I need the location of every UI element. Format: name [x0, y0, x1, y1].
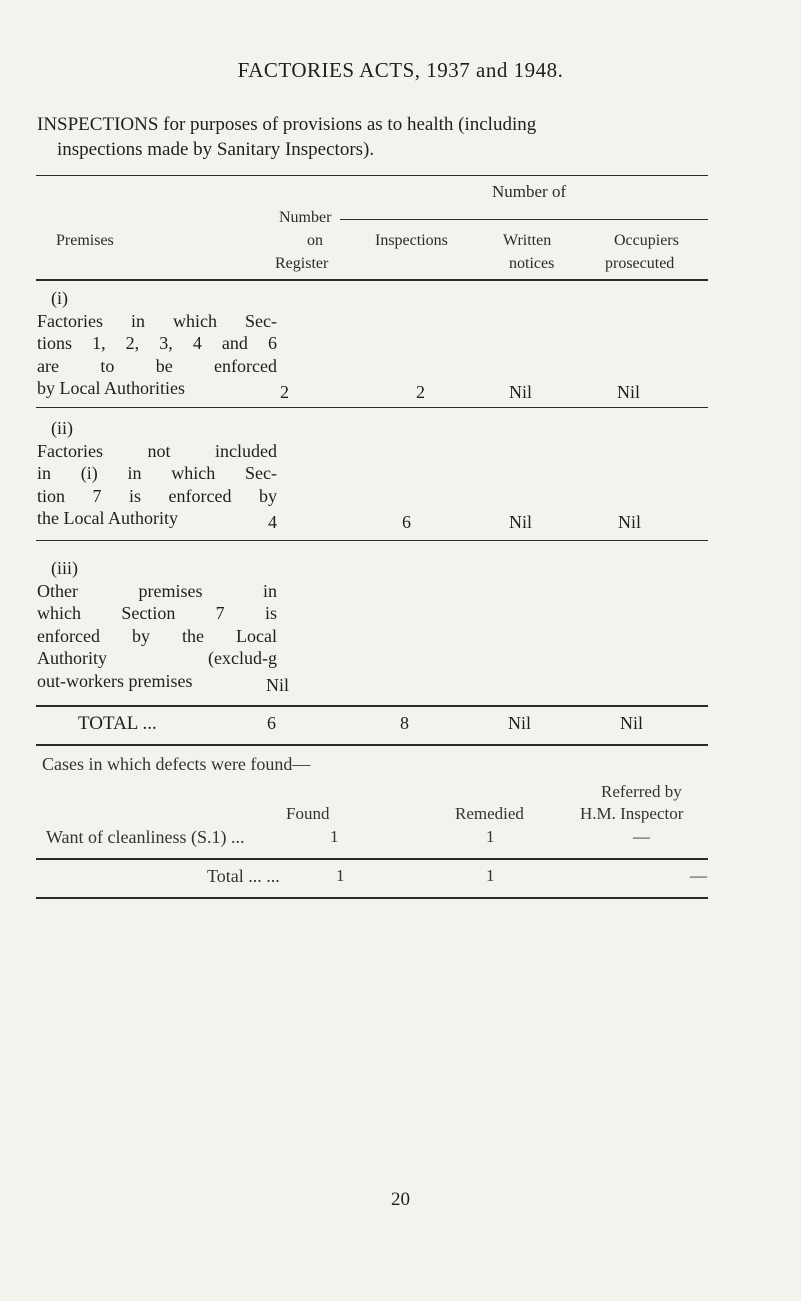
header-register: Register	[275, 255, 329, 272]
row-3-number: (iii)	[51, 558, 78, 578]
defects-total-referred: —	[690, 866, 707, 885]
defects-row-found: 1	[330, 827, 339, 846]
row-1-label-line: tions 1, 2, 3, 4 and 6	[37, 333, 277, 353]
row-2-rule	[36, 540, 708, 541]
header-prosecuted: prosecuted	[605, 255, 675, 272]
row-1-number: (i)	[51, 288, 68, 308]
total-notices: Nil	[508, 713, 532, 733]
defects-col-referred-line2: H.M. Inspector	[580, 804, 684, 823]
defects-intro: Cases in which defects were found—	[42, 754, 311, 774]
row-1-label	[37, 287, 277, 400]
defects-col-found: Found	[286, 804, 330, 823]
defects-total-found: 1	[336, 866, 345, 885]
header-on: on	[307, 232, 323, 249]
header-bottom-rule	[36, 279, 708, 281]
row-1-notices: Nil	[509, 382, 533, 402]
row-3-label-line: which Section 7 is	[37, 603, 277, 623]
total-rule	[36, 744, 708, 746]
defects-row-referred: —	[633, 827, 650, 846]
row-3-label-line: Authority (exclud-g	[37, 648, 277, 668]
row-3-label-line: out-workers premises	[37, 670, 193, 691]
row-2-label-line: tion 7 is enforced by	[37, 485, 277, 506]
header-span-rule	[340, 219, 708, 220]
row-3-rule	[36, 705, 708, 707]
row-2-register: 4	[268, 512, 277, 532]
row-2-prosecuted: Nil	[618, 512, 642, 532]
row-2-label-line: in (i) in which Sec-	[37, 463, 277, 483]
heading-line-1: INSPECTIONS for purposes of provisions as to health (including	[37, 114, 537, 135]
row-3-label-line: Other premises in	[37, 580, 277, 601]
row-1-label-line: are to be enforced	[37, 355, 277, 376]
row-2-label	[37, 417, 277, 530]
row-2-notices: Nil	[509, 512, 533, 532]
heading-line-2: inspections made by Sanitary Inspectors).	[57, 139, 375, 160]
row-1-inspections: 2	[416, 382, 425, 402]
row-1-label-line: by Local Authorities	[37, 378, 185, 398]
header-written: Written	[503, 232, 552, 249]
row-3-label-line: enforced by the Local	[37, 625, 277, 646]
header-inspections: Inspections	[375, 232, 448, 249]
defects-row-label: Want of cleanliness (S.1) ...	[46, 827, 245, 847]
total-inspections: 8	[400, 713, 409, 733]
total-label: TOTAL ...	[78, 713, 157, 734]
row-1-label-line: Factories in which Sec-	[37, 310, 277, 331]
defects-total-remedied: 1	[486, 866, 495, 885]
page-number: 20	[391, 1189, 410, 1210]
header-number: Number	[279, 209, 332, 226]
header-number-of: Number of	[492, 182, 567, 201]
row-2-number: (ii)	[51, 418, 73, 438]
defects-bottom-rule	[36, 897, 708, 899]
header-notices: notices	[509, 255, 555, 272]
defects-row-remedied: 1	[486, 827, 495, 846]
defects-total-label: Total ... ...	[207, 866, 280, 886]
table-top-rule	[36, 175, 708, 176]
total-register: 6	[267, 713, 276, 733]
row-3-label	[37, 557, 277, 692]
total-prosecuted: Nil	[620, 713, 644, 733]
row-2-label-line: the Local Authority	[37, 508, 178, 528]
row-2-label-line: Factories not included	[37, 440, 277, 461]
row-1-prosecuted: Nil	[617, 382, 641, 402]
defects-col-remedied: Remedied	[455, 804, 524, 823]
defects-col-referred-line1: Referred by	[601, 782, 682, 801]
row-3-register: Nil	[266, 675, 290, 695]
header-premises: Premises	[56, 232, 114, 249]
defects-rule	[36, 858, 708, 860]
section-heading	[37, 112, 737, 162]
page-title: FACTORIES ACTS, 1937 and 1948.	[237, 58, 564, 82]
row-1-register: 2	[280, 382, 289, 402]
header-occupiers: Occupiers	[614, 232, 679, 249]
row-2-inspections: 6	[402, 512, 411, 532]
row-1-rule	[36, 407, 708, 408]
